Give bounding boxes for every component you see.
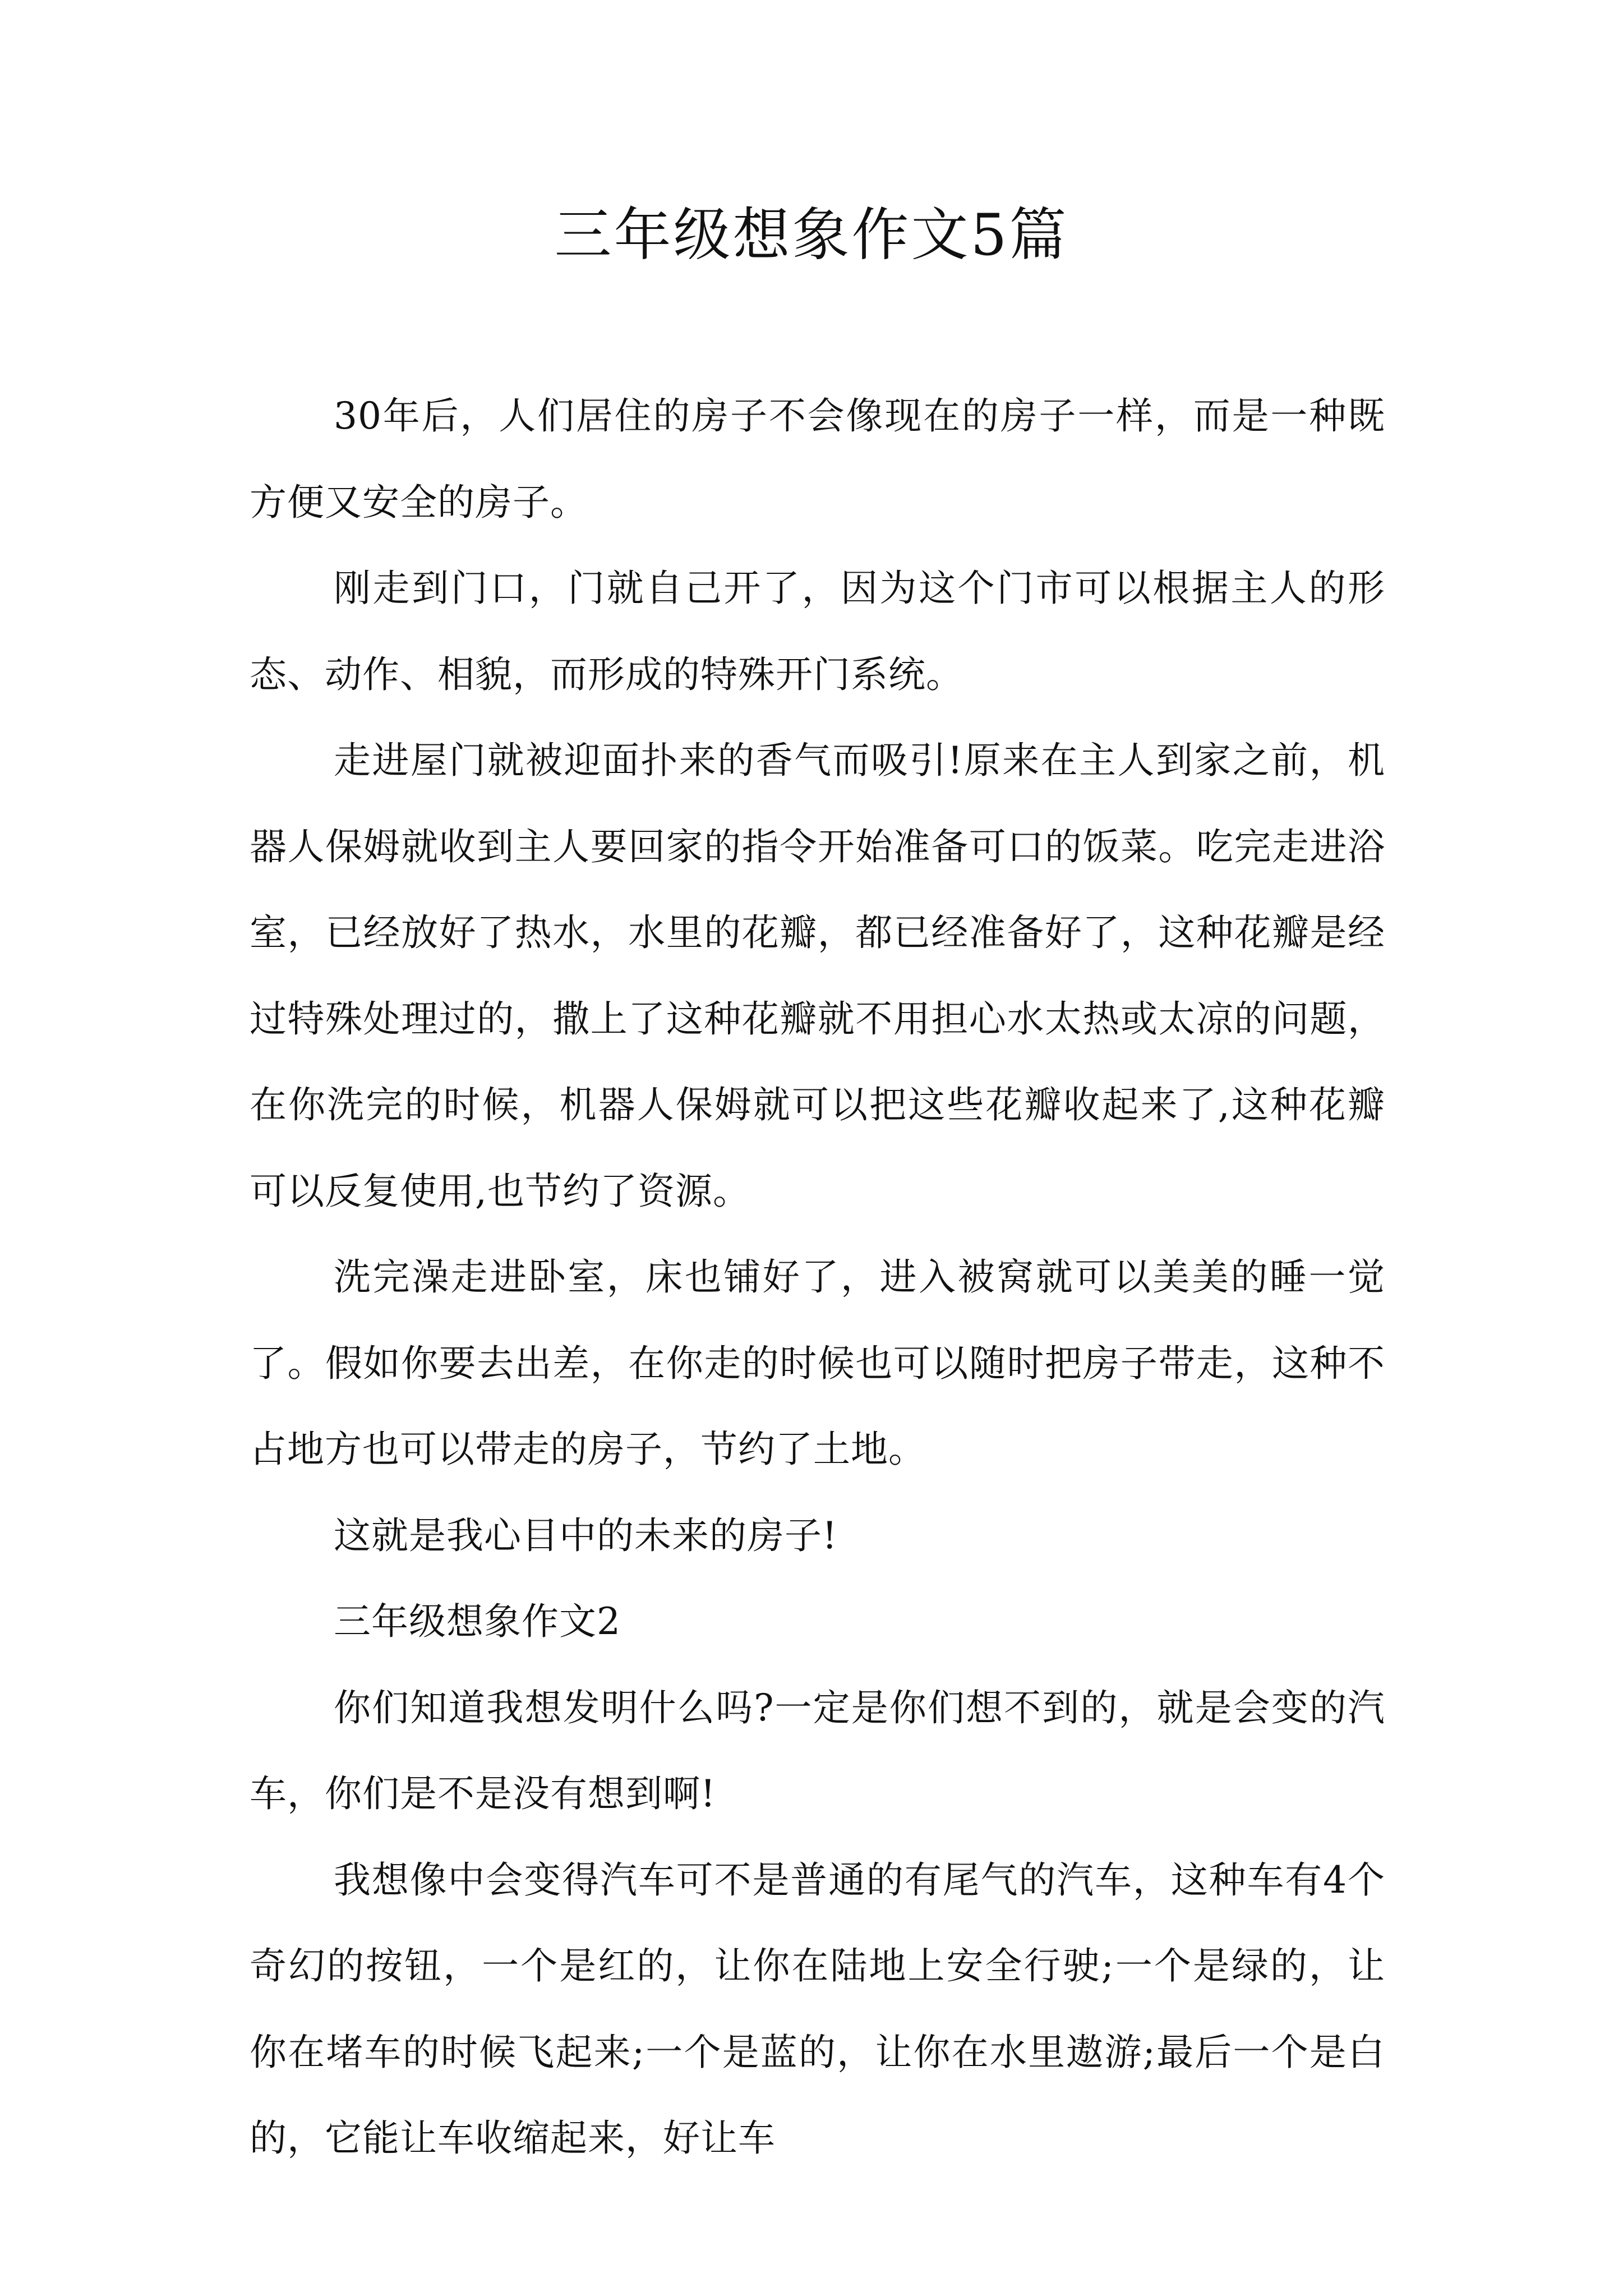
document-body [250,373,1385,2182]
document-title: 三年级想象作文5篇 [554,202,1069,269]
paragraph-conclusion: 这就是我心目中的未来的房子! [334,1513,838,1557]
essay-2-heading: 三年级想象作文2 [334,1600,621,1643]
paragraph-bedroom: 洗完澡走进卧室，床也铺好了，进入被窝就可以美美的睡一觉了。假如你要去出差，在你走的时候也可以随时把房子带走，这种不占地方也可以带走的房子，节约了土地。 [250,1255,1385,1471]
paragraph-robot-nanny: 走进屋门就被迎面扑来的香气而吸引!原来在主人到家之前，机器人保姆就收到主人要回家的指令开始准备可口的饭菜。吃完走进浴室，已经放好了热水，水里的花瓣，都已经准备好了，这种花瓣是经过特殊处理过的，撒上了这种花瓣就不用担心水太热或太凉的问题，在你洗完的时候，机器人保姆就可以把这些花瓣收起来了,这种花瓣可以反复使用,也节约了资源。 [250,739,1385,1213]
paragraph-car-buttons: 我想像中会变得汽车可不是普通的有尾气的汽车，这种车有4个奇幻的按钮，一个是红的，让你在陆地上安全行驶;一个是绿的，让你在堵车的时候飞起来;一个是蓝的，让你在水里遨游;最后一个是白的，它能让车收缩起来，好让车 [250,1858,1385,2160]
paragraph-changing-car-intro: 你们知道我想发明什么吗?一定是你们想不到的，就是会变的汽车，你们是不是没有想到啊! [250,1686,1385,1815]
paragraph-automatic-door: 刚走到门口，门就自己开了，因为这个门市可以根据主人的形态、动作、相貌，而形成的特殊开门系统。 [250,567,1385,696]
paragraph-future-house-intro: 30年后，人们居住的房子不会像现在的房子一样，而是一种既方便又安全的房子。 [250,394,1385,524]
